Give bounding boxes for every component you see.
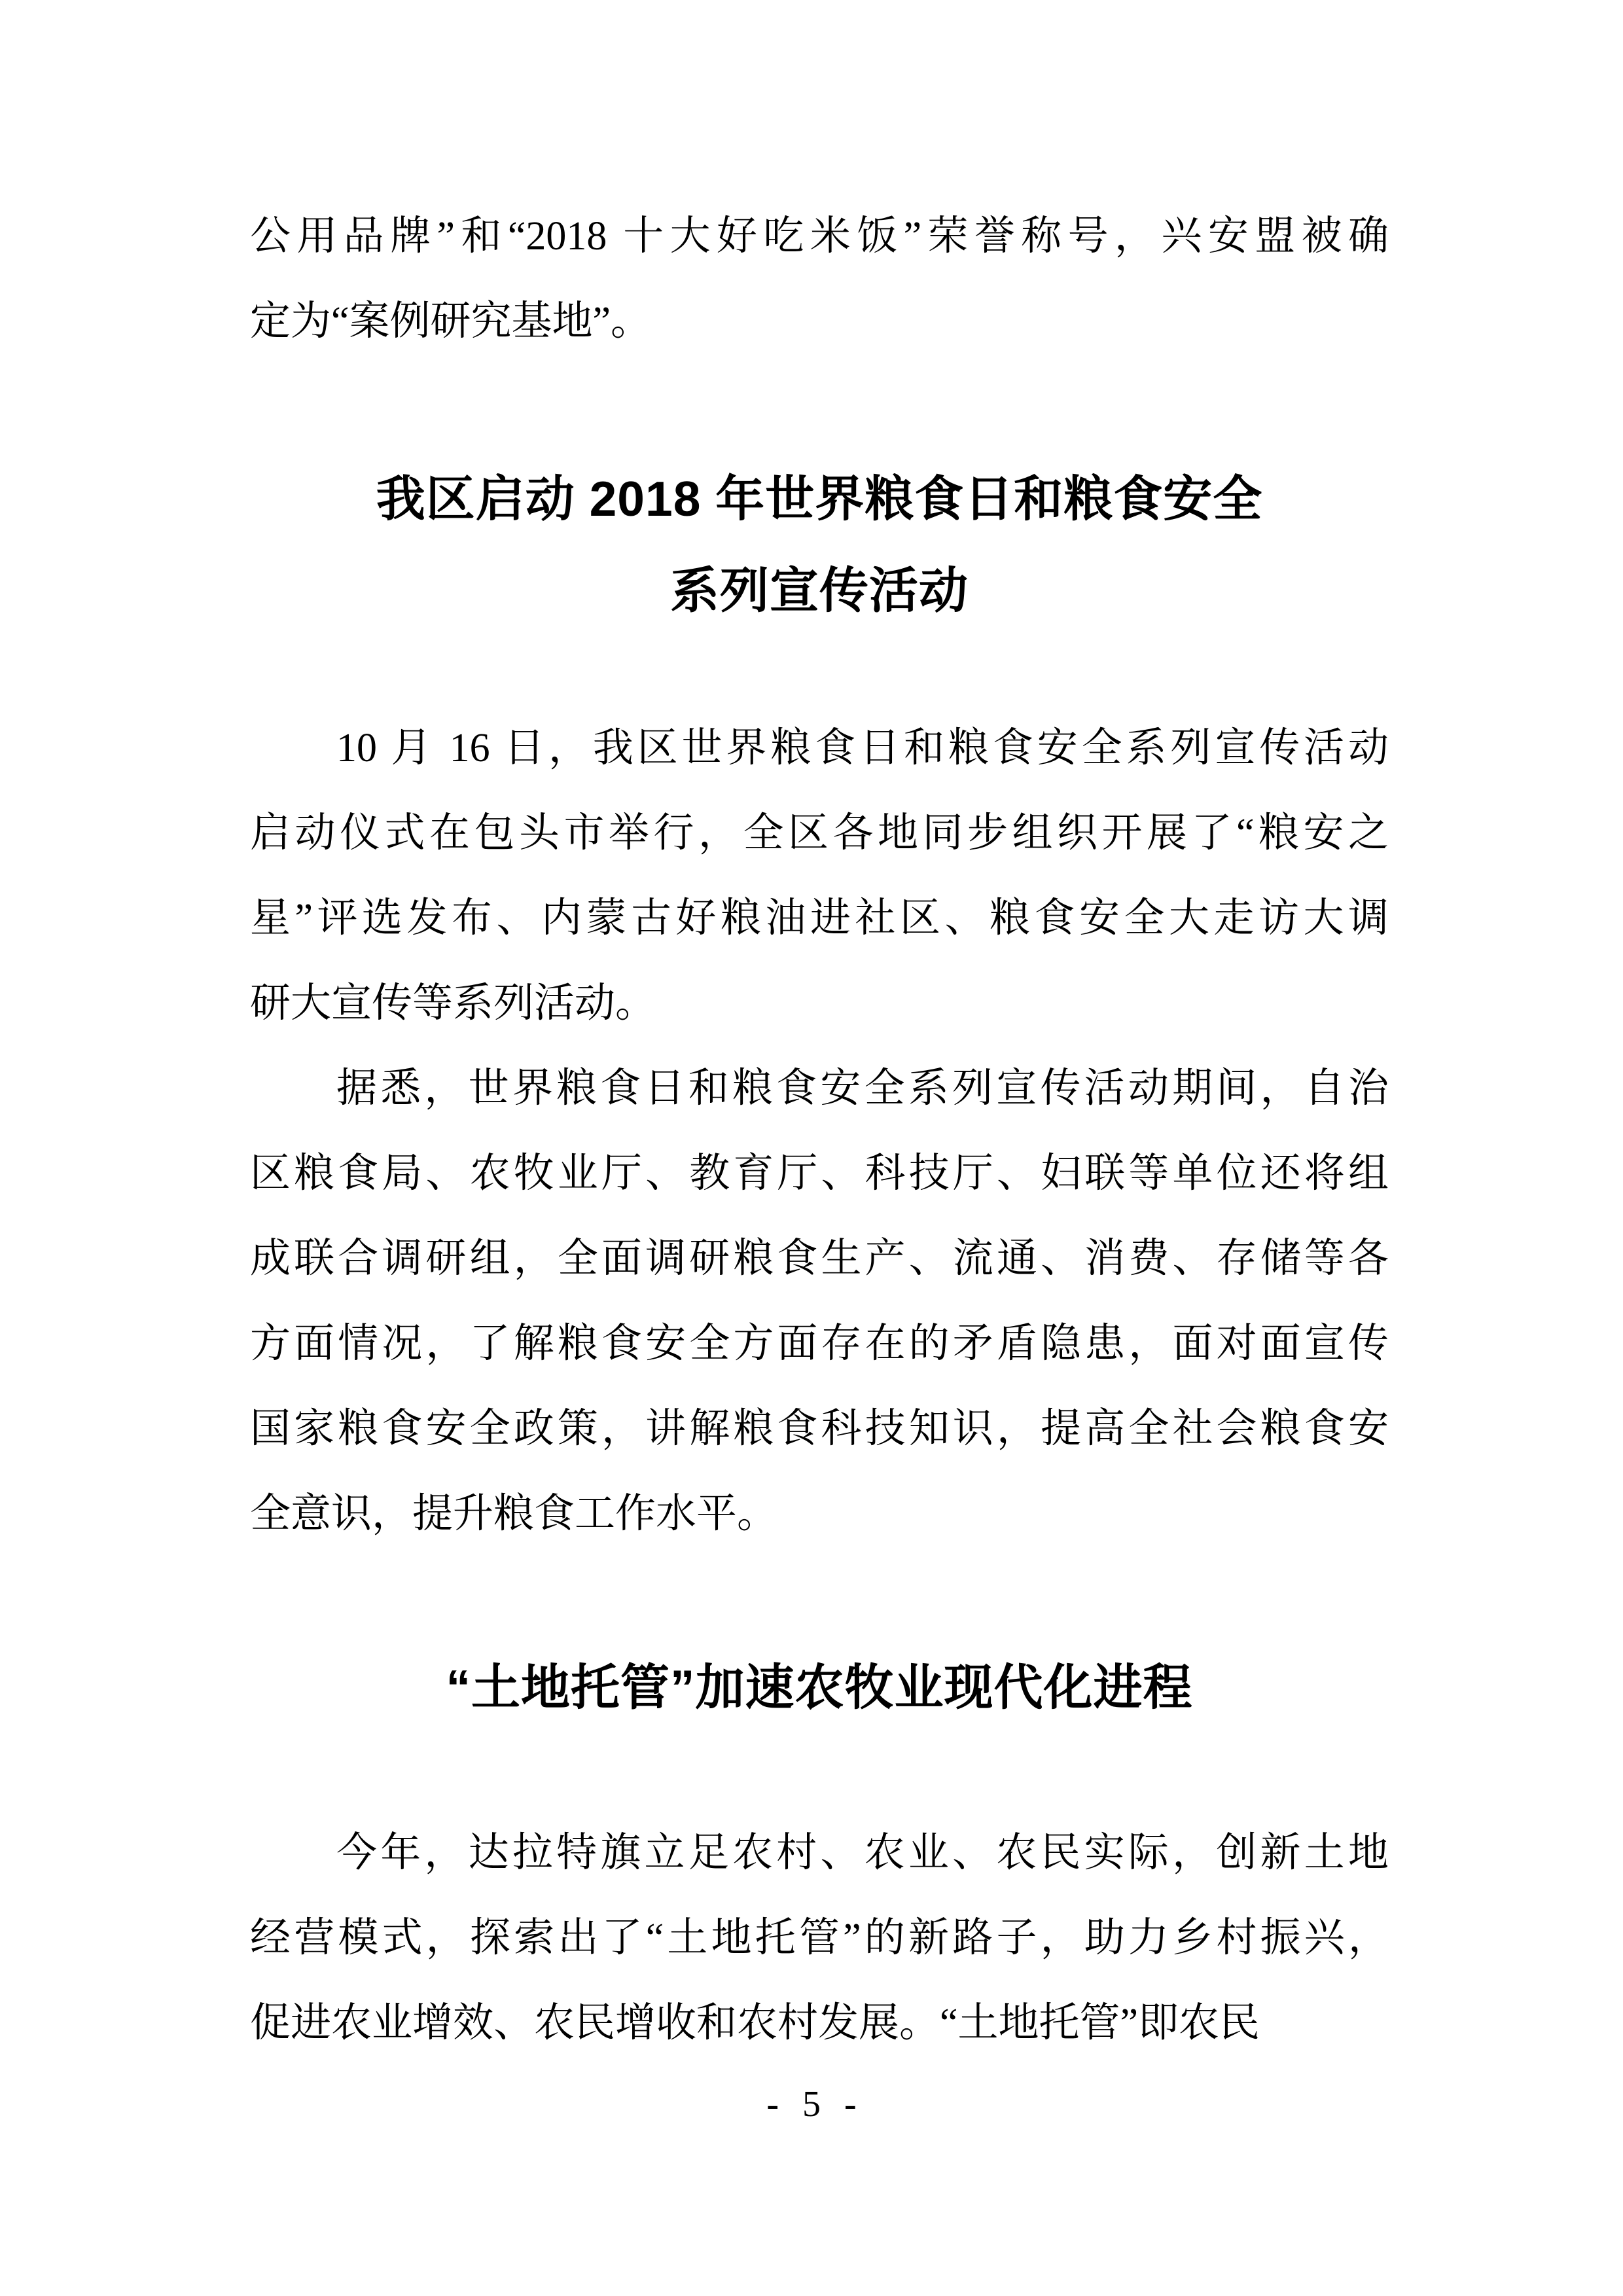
body-line: 星”评选发布、内蒙古好粮油进社区、粮食安全大走访大调	[250, 896, 1389, 941]
body-line: 方面情况，了解粮食安全方面存在的矛盾隐患，面对面宣传	[250, 1321, 1389, 1366]
body-line: 据悉，世界粮食日和粮食安全系列宣传活动期间，自治	[336, 1066, 1389, 1111]
paragraph-1	[250, 706, 1389, 1046]
article-title-1	[250, 453, 1389, 636]
article-title-2	[250, 1641, 1389, 1733]
paragraph-3	[250, 1810, 1389, 2066]
continued-paragraph	[250, 194, 1389, 364]
title-line: “土地托管”加速农牧业现代化进程	[446, 1660, 1193, 1715]
body-line: 公用品牌”和“2018 十大好吃米饭”荣誉称号，兴安盟被确	[250, 214, 1389, 259]
body-line: 启动仪式在包头市举行，全区各地同步组织开展了“粮安之	[250, 811, 1389, 855]
body-line: 成联合调研组，全面调研粮食生产、流通、消费、存储等各	[250, 1236, 1389, 1281]
body-line: 经营模式，探索出了“土地托管”的新路子，助力乡村振兴，	[250, 1916, 1389, 1960]
document-content	[250, 194, 1389, 2066]
body-line: 全意识，提升粮食工作水平。	[250, 1492, 778, 1536]
page-number: - 5 -	[766, 2084, 857, 2125]
body-line: 促进农业增效、农民增收和农村发展。“土地托管”即农民	[250, 2001, 1260, 2045]
body-line: 今年，达拉特旗立足农村、农业、农民实际，创新土地	[336, 1831, 1389, 1875]
body-line: 区粮食局、农牧业厅、教育厅、科技厅、妇联等单位还将组	[250, 1151, 1389, 1196]
paragraph-2	[250, 1046, 1389, 1556]
body-line: 国家粮食安全政策，讲解粮食科技知识，提高全社会粮食安	[250, 1407, 1389, 1451]
body-line: 研大宣传等系列活动。	[250, 981, 656, 1026]
body-line: 定为“案例研究基地”。	[250, 299, 652, 344]
body-line: 10 月 16 日，我区世界粮食日和粮食安全系列宣传活动	[336, 726, 1389, 770]
title-line: 系列宣传活动	[669, 563, 969, 618]
title-line: 我区启动 2018 年世界粮食日和粮食安全	[376, 471, 1263, 526]
